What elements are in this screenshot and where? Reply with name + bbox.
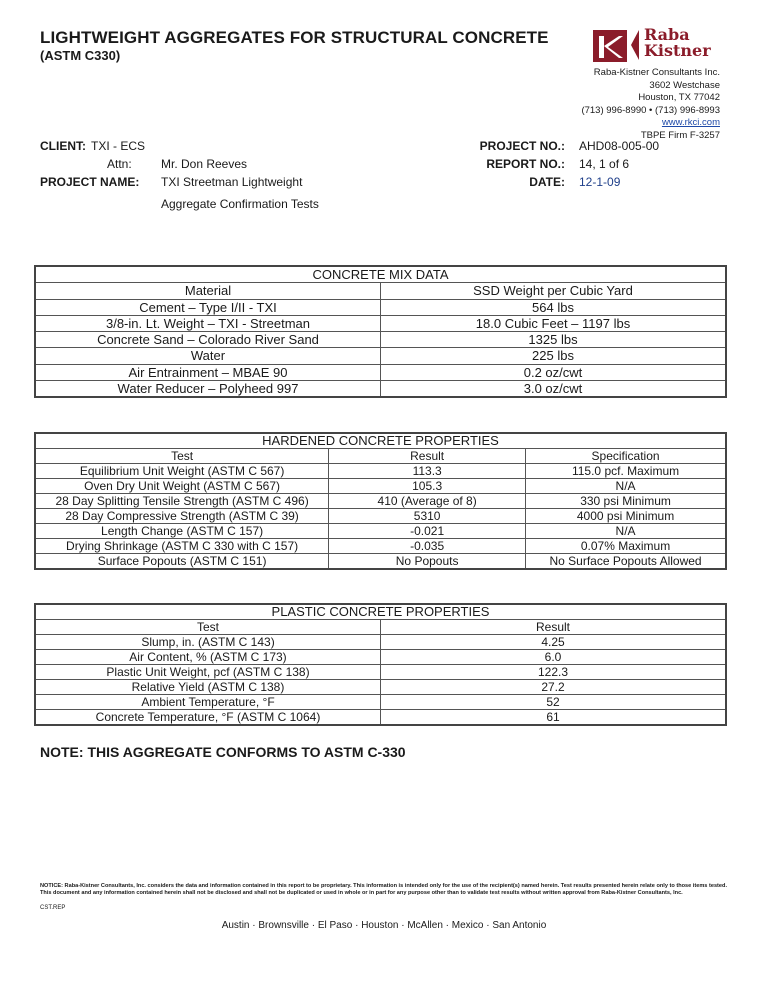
table-row	[35, 364, 726, 380]
table-cell: Plastic Unit Weight, pcf (ASTM C 138)	[35, 665, 381, 680]
table-cell: 3.0 oz/cwt	[381, 381, 727, 398]
attn-label: Attn:	[107, 157, 132, 171]
project-no-value: AHD08-005-00	[579, 139, 660, 153]
table-row	[35, 710, 726, 726]
table-row	[35, 381, 726, 398]
table-cell: Water	[35, 348, 381, 364]
report-title: LIGHTWEIGHT AGGREGATES FOR STRUCTURAL CONCRETE	[40, 28, 549, 47]
table-cell: 564 lbs	[381, 299, 727, 315]
table-row	[35, 650, 726, 665]
concrete-mix-table	[34, 265, 727, 398]
table-row	[35, 695, 726, 710]
table-cell: Slump, in. (ASTM C 143)	[35, 635, 381, 650]
table-header-row	[35, 449, 726, 464]
logo-text-line2: Kistner	[644, 41, 711, 60]
company-phone: (713) 996-8990 • (713) 996-8993	[581, 104, 720, 116]
company-street: 3602 Westchase	[649, 79, 720, 91]
table-row	[35, 348, 726, 364]
document-code: CST.REP	[40, 905, 66, 911]
report-no-label: REPORT NO.:	[486, 157, 565, 171]
report-subtitle: (ASTM C330)	[40, 48, 121, 63]
column-header: Specification	[526, 449, 726, 464]
table-cell: Cement – Type I/II - TXI	[35, 299, 381, 315]
table-cell: Length Change (ASTM C 157)	[35, 524, 329, 539]
table-cell: 0.2 oz/cwt	[381, 364, 727, 380]
project-no-label: PROJECT NO.:	[479, 139, 565, 153]
table-cell: Concrete Temperature, °F (ASTM C 1064)	[35, 710, 381, 726]
table-cell: Water Reducer – Polyheed 997	[35, 381, 381, 398]
table-cell: 4000 psi Minimum	[526, 509, 726, 524]
office-locations-footer: Austin · Brownsville · El Paso · Houston · McAllen · Mexico · San Antonio	[221, 920, 547, 931]
logo-mark-icon	[593, 30, 627, 62]
table-cell: Relative Yield (ASTM C 138)	[35, 680, 381, 695]
table-cell: N/A	[526, 479, 726, 494]
table-cell: 105.3	[329, 479, 526, 494]
table-cell: No Popouts	[329, 554, 526, 570]
column-header: Test	[35, 449, 329, 464]
table-header-row	[35, 283, 726, 299]
table-row	[35, 315, 726, 331]
table-cell: Oven Dry Unit Weight (ASTM C 567)	[35, 479, 329, 494]
table-row	[35, 665, 726, 680]
column-header: SSD Weight per Cubic Yard	[381, 283, 727, 299]
table-row	[35, 524, 726, 539]
attn-value: Mr. Don Reeves	[161, 157, 248, 171]
table-cell: 6.0	[381, 650, 727, 665]
table-row	[35, 680, 726, 695]
table-cell: Drying Shrinkage (ASTM C 330 with C 157)	[35, 539, 329, 554]
table-cell: Ambient Temperature, °F	[35, 695, 381, 710]
column-header: Material	[35, 283, 381, 299]
company-website-link[interactable]: www.rkci.com	[661, 117, 720, 128]
table-row	[35, 332, 726, 348]
table-cell: 115.0 pcf. Maximum	[526, 464, 726, 479]
table-cell: 0.07% Maximum	[526, 539, 726, 554]
project-name-value-line2: Aggregate Confirmation Tests	[161, 197, 319, 211]
date-value: 12-1-09	[579, 175, 621, 189]
date-label: DATE:	[529, 175, 565, 189]
table-cell: 28 Day Compressive Strength (ASTM C 39)	[35, 509, 329, 524]
table-cell: 28 Day Splitting Tensile Strength (ASTM C 496)	[35, 494, 329, 509]
table-cell: Concrete Sand – Colorado River Sand	[35, 332, 381, 348]
table-cell: Surface Popouts (ASTM C 151)	[35, 554, 329, 570]
table-cell: N/A	[526, 524, 726, 539]
table-cell: 1325 lbs	[381, 332, 727, 348]
mix-table-caption: CONCRETE MIX DATA	[35, 266, 726, 283]
client-value: TXI - ECS	[91, 139, 146, 153]
logo-text-line1: Raba	[644, 25, 690, 44]
plastic-table-caption: PLASTIC CONCRETE PROPERTIES	[35, 604, 726, 620]
client-label: CLIENT:	[40, 139, 86, 153]
project-name-label: PROJECT NAME:	[40, 175, 140, 189]
table-row	[35, 479, 726, 494]
table-row	[35, 494, 726, 509]
table-row	[35, 509, 726, 524]
plastic-properties-table	[34, 603, 727, 726]
table-cell: 330 psi Minimum	[526, 494, 726, 509]
table-cell: 122.3	[381, 665, 727, 680]
table-cell: -0.035	[329, 539, 526, 554]
company-name: Raba-Kistner Consultants Inc.	[593, 67, 720, 78]
table-cell: -0.021	[329, 524, 526, 539]
table-cell: 52	[381, 695, 727, 710]
table-cell: Air Entrainment – MBAE 90	[35, 364, 381, 380]
table-cell: Equilibrium Unit Weight (ASTM C 567)	[35, 464, 329, 479]
table-row	[35, 635, 726, 650]
table-cell: 18.0 Cubic Feet – 1197 lbs	[381, 315, 727, 331]
company-address	[581, 67, 720, 142]
table-cell: 225 lbs	[381, 348, 727, 364]
table-cell: 61	[381, 710, 727, 726]
table-cell: 27.2	[381, 680, 727, 695]
table-row	[35, 554, 726, 570]
hardened-properties-table	[34, 432, 727, 570]
hardened-table-caption: HARDENED CONCRETE PROPERTIES	[35, 433, 726, 449]
table-cell: No Surface Popouts Allowed	[526, 554, 726, 570]
conformance-note: NOTE: THIS AGGREGATE CONFORMS TO ASTM C-330	[40, 744, 406, 760]
table-header-row	[35, 620, 726, 635]
table-row	[35, 539, 726, 554]
table-cell: 5310	[329, 509, 526, 524]
company-logo	[593, 26, 723, 64]
company-firm-number: TBPE Firm F-3257	[640, 129, 720, 141]
column-header: Result	[329, 449, 526, 464]
disclaimer-notice: NOTICE: Raba-Kistner Consultants, Inc. considers the data and information contained in this report to be proprietary. This information is intended only for the use of the recipient(s) named herein. Test results presented herein relate only to those items tested. This document and any information contained herein shall not be disclosed and shall not be duplicated or used in whole or in part for any purpose other than to validate test results without written approval from Raba-Kistner Consultants, Inc.	[40, 883, 727, 896]
column-header: Result	[381, 620, 727, 635]
company-city: Houston, TX 77042	[638, 92, 720, 103]
report-no-value: 14, 1 of 6	[579, 157, 630, 171]
column-header: Test	[35, 620, 381, 635]
table-cell: 4.25	[381, 635, 727, 650]
table-cell: 410 (Average of 8)	[329, 494, 526, 509]
table-row	[35, 464, 726, 479]
table-cell: 3/8-in. Lt. Weight – TXI - Streetman	[35, 315, 381, 331]
table-row	[35, 299, 726, 315]
project-name-value: TXI Streetman Lightweight	[161, 175, 303, 189]
table-cell: Air Content, % (ASTM C 173)	[35, 650, 381, 665]
table-cell: 113.3	[329, 464, 526, 479]
